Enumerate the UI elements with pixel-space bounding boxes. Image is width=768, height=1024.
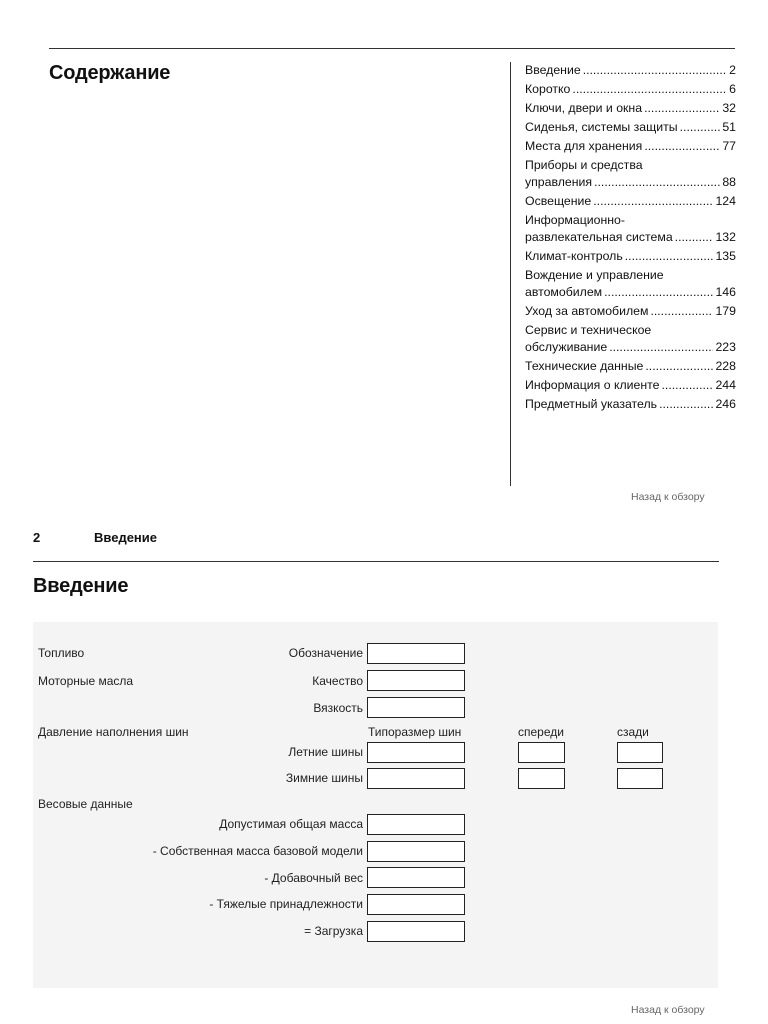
toc-list — [525, 62, 736, 415]
toc-page-number: 32 — [722, 101, 736, 115]
toc-leader — [644, 138, 720, 155]
summer-rear-pressure-field[interactable] — [617, 742, 663, 763]
curb-weight-field[interactable] — [367, 841, 465, 862]
additional-weight-label: - Добавочный вес — [264, 871, 363, 885]
page-title: Введение — [33, 575, 129, 597]
toc-leader — [604, 284, 713, 301]
toc-page-number: 228 — [715, 359, 736, 373]
toc-entry-label: развлекательная система — [525, 230, 673, 244]
toc-entry-driving[interactable] — [525, 267, 736, 301]
designation-field[interactable] — [367, 643, 465, 664]
summer-tires-label: Летние шины — [288, 745, 363, 759]
winter-rear-pressure-field[interactable] — [617, 768, 663, 789]
heavy-accessories-field[interactable] — [367, 894, 465, 915]
back-to-overview-link[interactable]: Назад к обзору — [631, 1004, 705, 1016]
tire-size-header: Типоразмер шин — [368, 725, 462, 739]
tire-pressure-label: Давление наполнения шин — [38, 725, 189, 739]
toc-entry-brief[interactable] — [525, 81, 736, 98]
toc-leader — [572, 81, 727, 98]
toc-entry-customer-info[interactable] — [525, 377, 736, 394]
toc-leader — [644, 100, 720, 117]
toc-entry-label: Климат-контроль — [525, 249, 623, 263]
viscosity-field[interactable] — [367, 697, 465, 718]
toc-entry-infotainment[interactable] — [525, 212, 736, 246]
toc-entry-climate-control[interactable] — [525, 248, 736, 265]
heavy-accessories-label: - Тяжелые принадлежности — [209, 897, 363, 911]
toc-entry-label: Сиденья, системы защиты — [525, 120, 678, 134]
toc-leader — [625, 248, 714, 265]
summer-front-pressure-field[interactable] — [518, 742, 565, 763]
toc-entry-service[interactable] — [525, 322, 736, 356]
designation-label: Обозначение — [288, 646, 363, 660]
rear-header: сзади — [617, 725, 649, 739]
running-head: Введение — [94, 530, 157, 545]
header-rule — [33, 561, 719, 562]
toc-leader — [659, 396, 713, 413]
toc-entry-vehicle-care[interactable] — [525, 303, 736, 320]
load-label: = Загрузка — [304, 924, 363, 938]
page-number: 2 — [33, 530, 41, 545]
toc-page-number: 88 — [722, 175, 736, 189]
curb-weight-label: - Собственная масса базовой модели — [152, 844, 363, 858]
toc-leader — [593, 193, 713, 210]
toc-entry-keys-doors-windows[interactable] — [525, 100, 736, 117]
toc-entry-label: Освещение — [525, 194, 592, 208]
toc-page-number: 244 — [715, 378, 736, 392]
toc-divider — [510, 62, 511, 486]
toc-leader — [650, 303, 713, 320]
additional-weight-field[interactable] — [367, 867, 465, 888]
toc-entry-technical-data[interactable] — [525, 358, 736, 375]
toc-entry-label: автомобилем — [525, 285, 603, 299]
toc-leader — [609, 339, 713, 356]
toc-entry-label: обслуживание — [525, 340, 608, 354]
toc-leader — [645, 358, 713, 375]
toc-entry-label: управления — [525, 175, 593, 189]
toc-page-number: 51 — [722, 120, 736, 134]
toc-page-number: 179 — [715, 304, 736, 318]
toc-entry-label: Коротко — [525, 82, 571, 96]
front-header: спереди — [518, 725, 564, 739]
fuel-label: Топливо — [38, 646, 85, 660]
toc-leader — [675, 229, 714, 246]
quality-field[interactable] — [367, 670, 465, 691]
gross-weight-field[interactable] — [367, 814, 465, 835]
back-to-overview-link[interactable]: Назад к обзору — [631, 491, 705, 503]
toc-entry-label-line: Сервис и техническое — [525, 323, 652, 337]
toc-entry-label: Предметный указатель — [525, 397, 658, 411]
toc-entry-label: Уход за автомобилем — [525, 304, 649, 318]
toc-entry-label: Технические данные — [525, 359, 644, 373]
toc-entry-introduction[interactable] — [525, 62, 736, 79]
toc-page-number: 6 — [729, 82, 736, 96]
toc-entry-label: Введение — [525, 63, 581, 77]
toc-leader — [662, 377, 714, 394]
summer-tire-size-field[interactable] — [367, 742, 465, 763]
toc-entry-seats-restraints[interactable] — [525, 119, 736, 136]
toc-entry-index[interactable] — [525, 396, 736, 413]
engine-oils-label: Моторные масла — [38, 674, 134, 688]
toc-page-number: 2 — [729, 63, 736, 77]
top-rule — [49, 48, 735, 49]
toc-leader — [594, 174, 720, 191]
toc-entry-label: Места для хранения — [525, 139, 643, 153]
load-field[interactable] — [367, 921, 465, 942]
quality-label: Качество — [312, 674, 363, 688]
toc-page-number: 246 — [715, 397, 736, 411]
toc-page-number: 146 — [715, 285, 736, 299]
weight-data-label: Весовые данные — [38, 797, 133, 811]
toc-leader — [680, 119, 721, 136]
viscosity-label: Вязкость — [313, 701, 363, 715]
toc-page-number: 124 — [715, 194, 736, 208]
gross-weight-label: Допустимая общая масса — [219, 817, 363, 831]
winter-tire-size-field[interactable] — [367, 768, 465, 789]
toc-entry-label: Ключи, двери и окна — [525, 101, 643, 115]
toc-title: Содержание — [49, 62, 171, 84]
toc-entry-label-line: Приборы и средства — [525, 158, 643, 172]
toc-page-number: 132 — [715, 230, 736, 244]
toc-entry-label: Информация о клиенте — [525, 378, 660, 392]
winter-tires-label: Зимние шины — [285, 771, 363, 785]
toc-page-number: 223 — [715, 340, 736, 354]
toc-entry-instruments-controls[interactable] — [525, 157, 736, 191]
toc-entry-lighting[interactable] — [525, 193, 736, 210]
toc-entry-storage[interactable] — [525, 138, 736, 155]
winter-front-pressure-field[interactable] — [518, 768, 565, 789]
toc-leader — [583, 62, 727, 79]
toc-page-number: 135 — [715, 249, 736, 263]
toc-entry-label-line: Вождение и управление — [525, 268, 664, 282]
toc-page-number: 77 — [722, 139, 736, 153]
toc-entry-label-line: Информационно- — [525, 213, 625, 227]
